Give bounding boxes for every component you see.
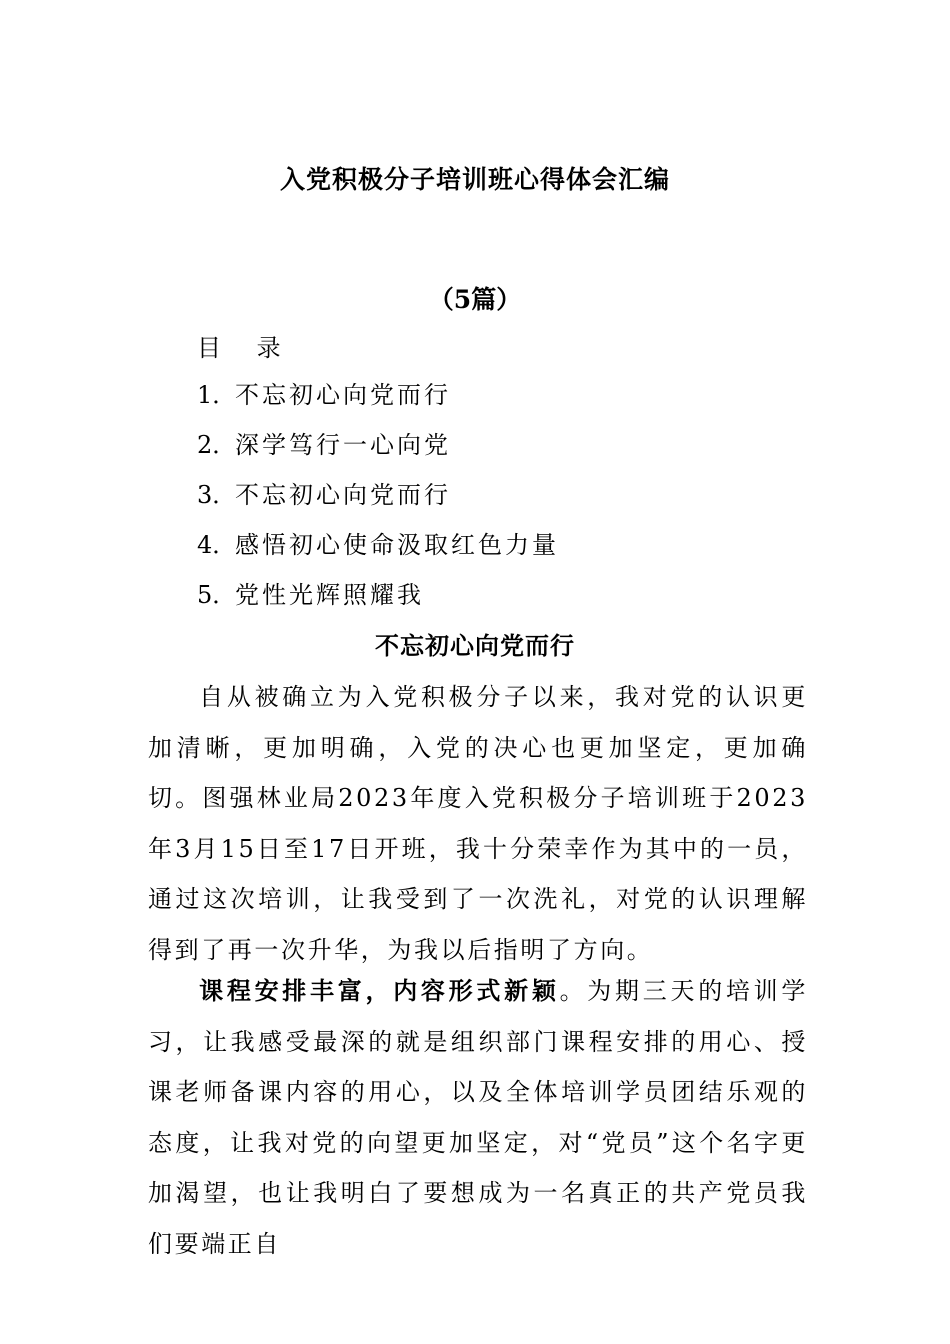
toc-heading: 目 录 — [197, 334, 295, 362]
toc-item[interactable] — [197, 478, 559, 528]
toc-item-number: 3． — [197, 481, 237, 509]
section-title: 不忘初心向党而行 — [375, 631, 575, 660]
toc-item[interactable] — [197, 578, 559, 628]
toc-item-label: 感悟初心使命汲取红色力量 — [235, 531, 559, 559]
body-paragraph — [148, 672, 808, 975]
document-title: 入党积极分子培训班心得体会汇编 — [279, 165, 670, 194]
toc-item-number: 5． — [197, 581, 237, 609]
paragraph-lead-heading: 课程安排丰富，内容形式新颖 — [198, 976, 560, 1005]
toc-item-number: 2． — [197, 431, 237, 459]
body-paragraph — [148, 966, 808, 1269]
toc-item-label: 深学笃行一心向党 — [235, 431, 451, 459]
toc-item-number: 1． — [197, 381, 237, 409]
toc-item[interactable] — [197, 428, 559, 478]
toc-item-label: 不忘初心向党而行 — [235, 481, 451, 509]
toc-item[interactable] — [197, 528, 559, 578]
paragraph-text: 自从被确立为入党积极分子以来，我对党的认识更加清晰，更加明确，入党的决心也更加坚定，更加确切。图强林业局2023年度入党积极分子培训班于2023年3月15日至17日开班，我十分荣幸作为其中的一员，通过这次培训，让我受到了一次洗礼，对党的认识理解得到了再一次升华，为我以后指明了方向。 — [148, 683, 808, 964]
toc-item[interactable] — [197, 378, 559, 428]
toc-item-label: 不忘初心向党而行 — [235, 381, 451, 409]
document-subtitle: （5篇） — [428, 285, 522, 314]
toc-item-number: 4． — [197, 531, 237, 559]
paragraph-text: 。为期三天的培训学习，让我感受最深的就是组织部门课程安排的用心、授课老师备课内容的用心，以及全体培训学员团结乐观的态度，让我对党的向望更加坚定，对“党员”这个名字更加渴望，也让我明白了要想成为一名真正的共产党员我们要端正自 — [148, 977, 808, 1258]
table-of-contents — [197, 378, 559, 628]
toc-item-label: 党性光辉照耀我 — [235, 581, 424, 609]
